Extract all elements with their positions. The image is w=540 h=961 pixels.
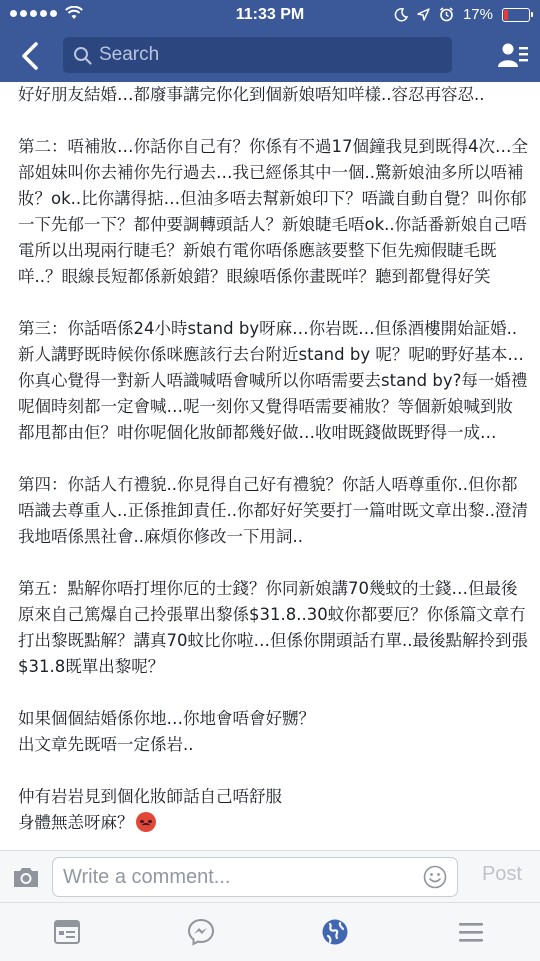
globe-icon[interactable] xyxy=(320,917,350,947)
post-paragraph-1: 好好朋友結婚…都廢事講完你化到個新娘唔知咩樣..容忍再容忍.. xyxy=(18,85,485,104)
angry-face-icon xyxy=(136,812,156,832)
battery-percent: 17% xyxy=(462,6,493,23)
post-paragraph-8 xyxy=(18,810,528,836)
post-paragraph-5: 第五：點解你唔打埋你厄的士錢？你同新娘講70幾蚊的士錢…但最後原來自己篤爆自己拎張單出黎係$31.8..30蚊你都要厄？你係篇文章冇打出黎既點解？講真70蚊比你啦…但係你開頭話冇單..最後點解拎到張$31.8既單出黎呢？ xyxy=(18,579,528,676)
nav-bar xyxy=(0,30,540,82)
comment-field[interactable] xyxy=(52,857,458,897)
status-bar-right xyxy=(394,6,530,23)
post-content xyxy=(18,82,528,850)
chevron-left-icon[interactable] xyxy=(14,39,48,73)
post-last-line: 身體無恙呀麻？ xyxy=(18,813,134,832)
tab-bar xyxy=(0,902,540,961)
location-icon xyxy=(417,8,430,21)
news-feed-icon[interactable] xyxy=(52,917,82,947)
post-paragraph-7: 仲有岩岩見到個化妝師話自己唔舒服 xyxy=(18,787,282,806)
status-bar-time: 11:33 PM xyxy=(235,6,305,23)
post-button[interactable]: Post xyxy=(481,863,522,885)
smiley-icon[interactable] xyxy=(423,865,447,889)
alarm-icon xyxy=(439,7,454,22)
post-paragraph-6: 如果個個結婚係你地…你地會唔會好嬲？ 出文章先既唔一定係岩.. xyxy=(18,709,315,754)
status-bar xyxy=(0,0,540,30)
search-icon xyxy=(73,46,92,65)
contacts-icon[interactable] xyxy=(498,41,528,69)
moon-icon xyxy=(394,8,408,22)
battery-level xyxy=(504,10,508,20)
search-box[interactable] xyxy=(63,37,452,73)
comment-input[interactable] xyxy=(63,858,403,896)
search-input[interactable] xyxy=(99,37,439,73)
post-paragraph-3: 第三：你話唔係24小時stand by呀麻…你岩既…但係酒樓開始証婚..新人講野既時候你係咪應該行去台附近stand by 呢？呢啲野好基本…你真心覺得一對新人唔識喊唔會喊所以你唔需要去stand by?每一婚禮呢個時刻都一定會喊…呢一刻你又覺得唔需要補妝？等個新娘喊到妝都甩都由佢？咁你呢個化妝師都幾好做…收咁既錢做既野得一成… xyxy=(18,319,528,442)
battery-icon xyxy=(502,8,530,22)
post-paragraph-2: 第二：唔補妝…你話你自己有？你係有不過17個鐘我見到既得4次…全部姐妹叫你去補你先行過去…我已經係其中一個..驚新娘油多所以唔補妝？ok..比你講得掂…但油多唔去幫新娘印下？唔識自動自覺？叫你郁一下先郁一下？都仲要調轉頭話人？新娘睫毛唔ok..你話番新娘自己唔電所以出現兩行睫毛？新娘冇電你唔係應該要整下佢先痴假睫毛既咩..？眼線長短都係新娘錯？眼線唔係你畫既咩？聽到都覺得好笑 xyxy=(18,137,528,286)
camera-icon[interactable] xyxy=(12,865,40,889)
menu-icon[interactable] xyxy=(456,917,486,947)
comment-bar xyxy=(0,850,540,903)
messenger-icon[interactable] xyxy=(186,917,216,947)
post-paragraph-4: 第四：你話人冇禮貌..你見得自己好有禮貌？你話人唔尊重你..但你都唔識去尊重人..正係推卸責任..你都好好笑要打一篇咁既文章出黎..澄清我地唔係黑社會..麻煩你修改一下用詞.. xyxy=(18,475,528,546)
